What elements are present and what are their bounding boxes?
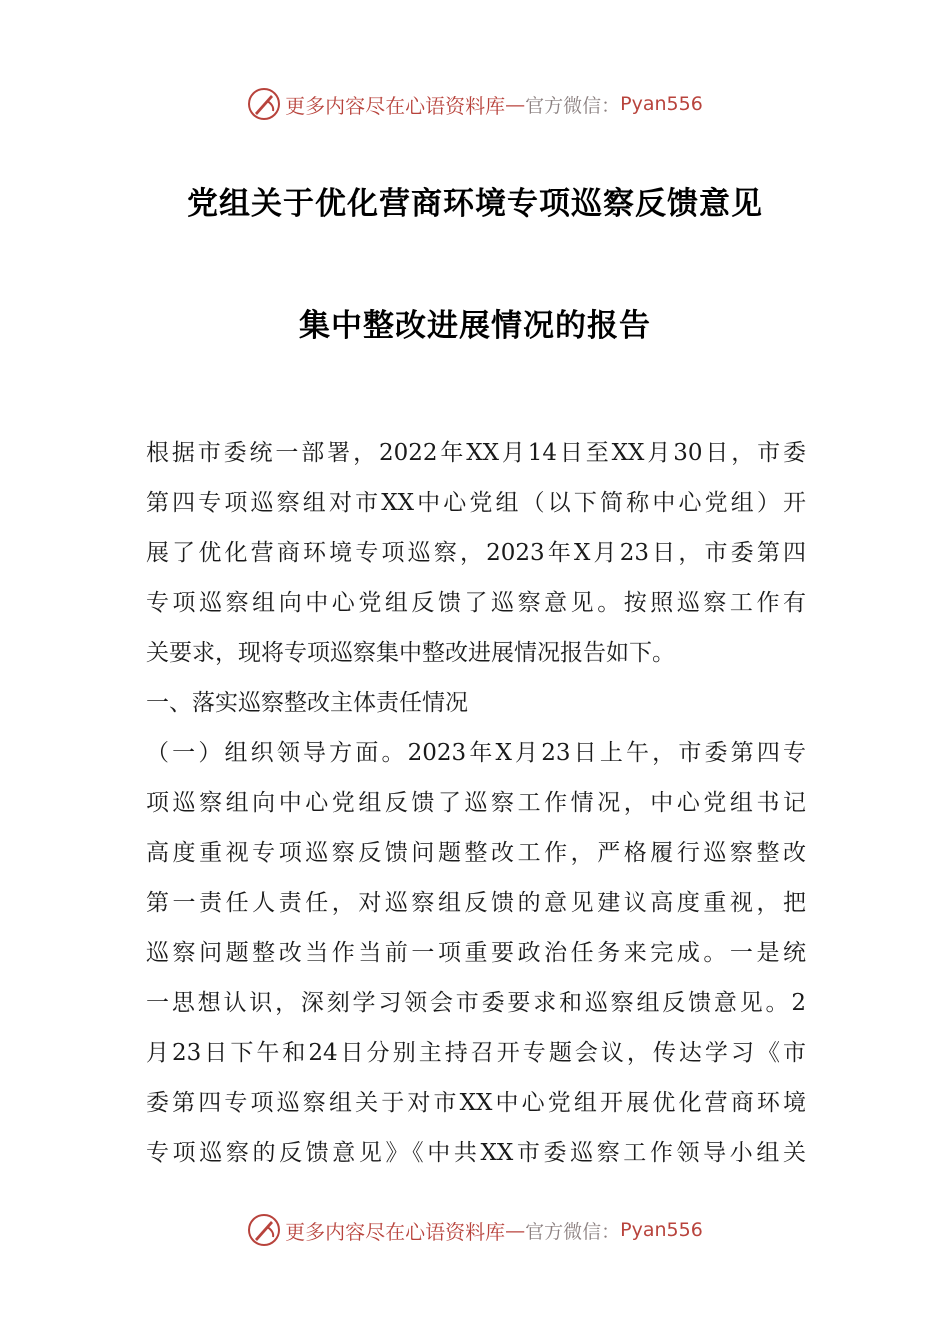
body-line: 巡察问题整改当作当前一项重要政治任务来完成。一是统 [146,940,806,966]
body-line: 月23日下午和24日分别主持召开专题会议，传达学习《市 [146,1040,806,1066]
watermark-label: 官方微信： [525,94,621,117]
watermark-main-text: 更多内容尽在心语资料库 [285,1219,506,1244]
watermark-account: Pyan556 [620,93,703,115]
body-line: 第一责任人责任，对巡察组反馈的意见建议高度重视，把 [146,890,806,916]
quill-logo-icon [247,87,281,121]
body-line: 关要求，现将专项巡察集中整改进展情况报告如下。 [146,640,675,666]
document-title-line-1: 党组关于优化营商环境专项巡察反馈意见 [187,186,763,222]
body-line: （一）组织领导方面。2023年X月23日上午，市委第四专 [146,740,806,766]
watermark-label: 官方微信： [525,1220,621,1243]
document-title-line-2: 集中整改进展情况的报告 [299,308,651,344]
document-body [146,428,806,1178]
body-line: 一思想认识，深刻学习领会市委要求和巡察组反馈意见。2 [146,990,806,1016]
watermark-banner-bottom [0,1210,950,1250]
body-line: 根据市委统一部署，2022年XX月14日至XX月30日，市委 [146,440,806,466]
watermark-banner-top [0,84,950,124]
watermark-main-text: 更多内容尽在心语资料库 [285,93,506,118]
quill-logo-icon [247,1213,281,1247]
body-line: 专项巡察组向中心党组反馈了巡察意见。按照巡察工作有 [146,590,806,616]
body-line: 第四专项巡察组对市XX中心党组（以下简称中心党组）开 [146,490,806,516]
body-line: 项巡察组向中心党组反馈了巡察工作情况，中心党组书记 [146,790,806,816]
body-line: 高度重视专项巡察反馈问题整改工作，严格履行巡察整改 [146,840,806,866]
body-line: 专项巡察的反馈意见》《中共XX市委巡察工作领导小组关 [146,1140,806,1166]
body-line: 展了优化营商环境专项巡察，2023年X月23日，市委第四 [146,540,806,566]
watermark-dash: — [505,92,526,116]
watermark-dash: — [505,1218,526,1242]
section-heading: 一、落实巡察整改主体责任情况 [146,690,468,716]
watermark-account: Pyan556 [620,1219,703,1241]
body-line: 委第四专项巡察组关于对市XX中心党组开展优化营商环境 [146,1090,806,1116]
